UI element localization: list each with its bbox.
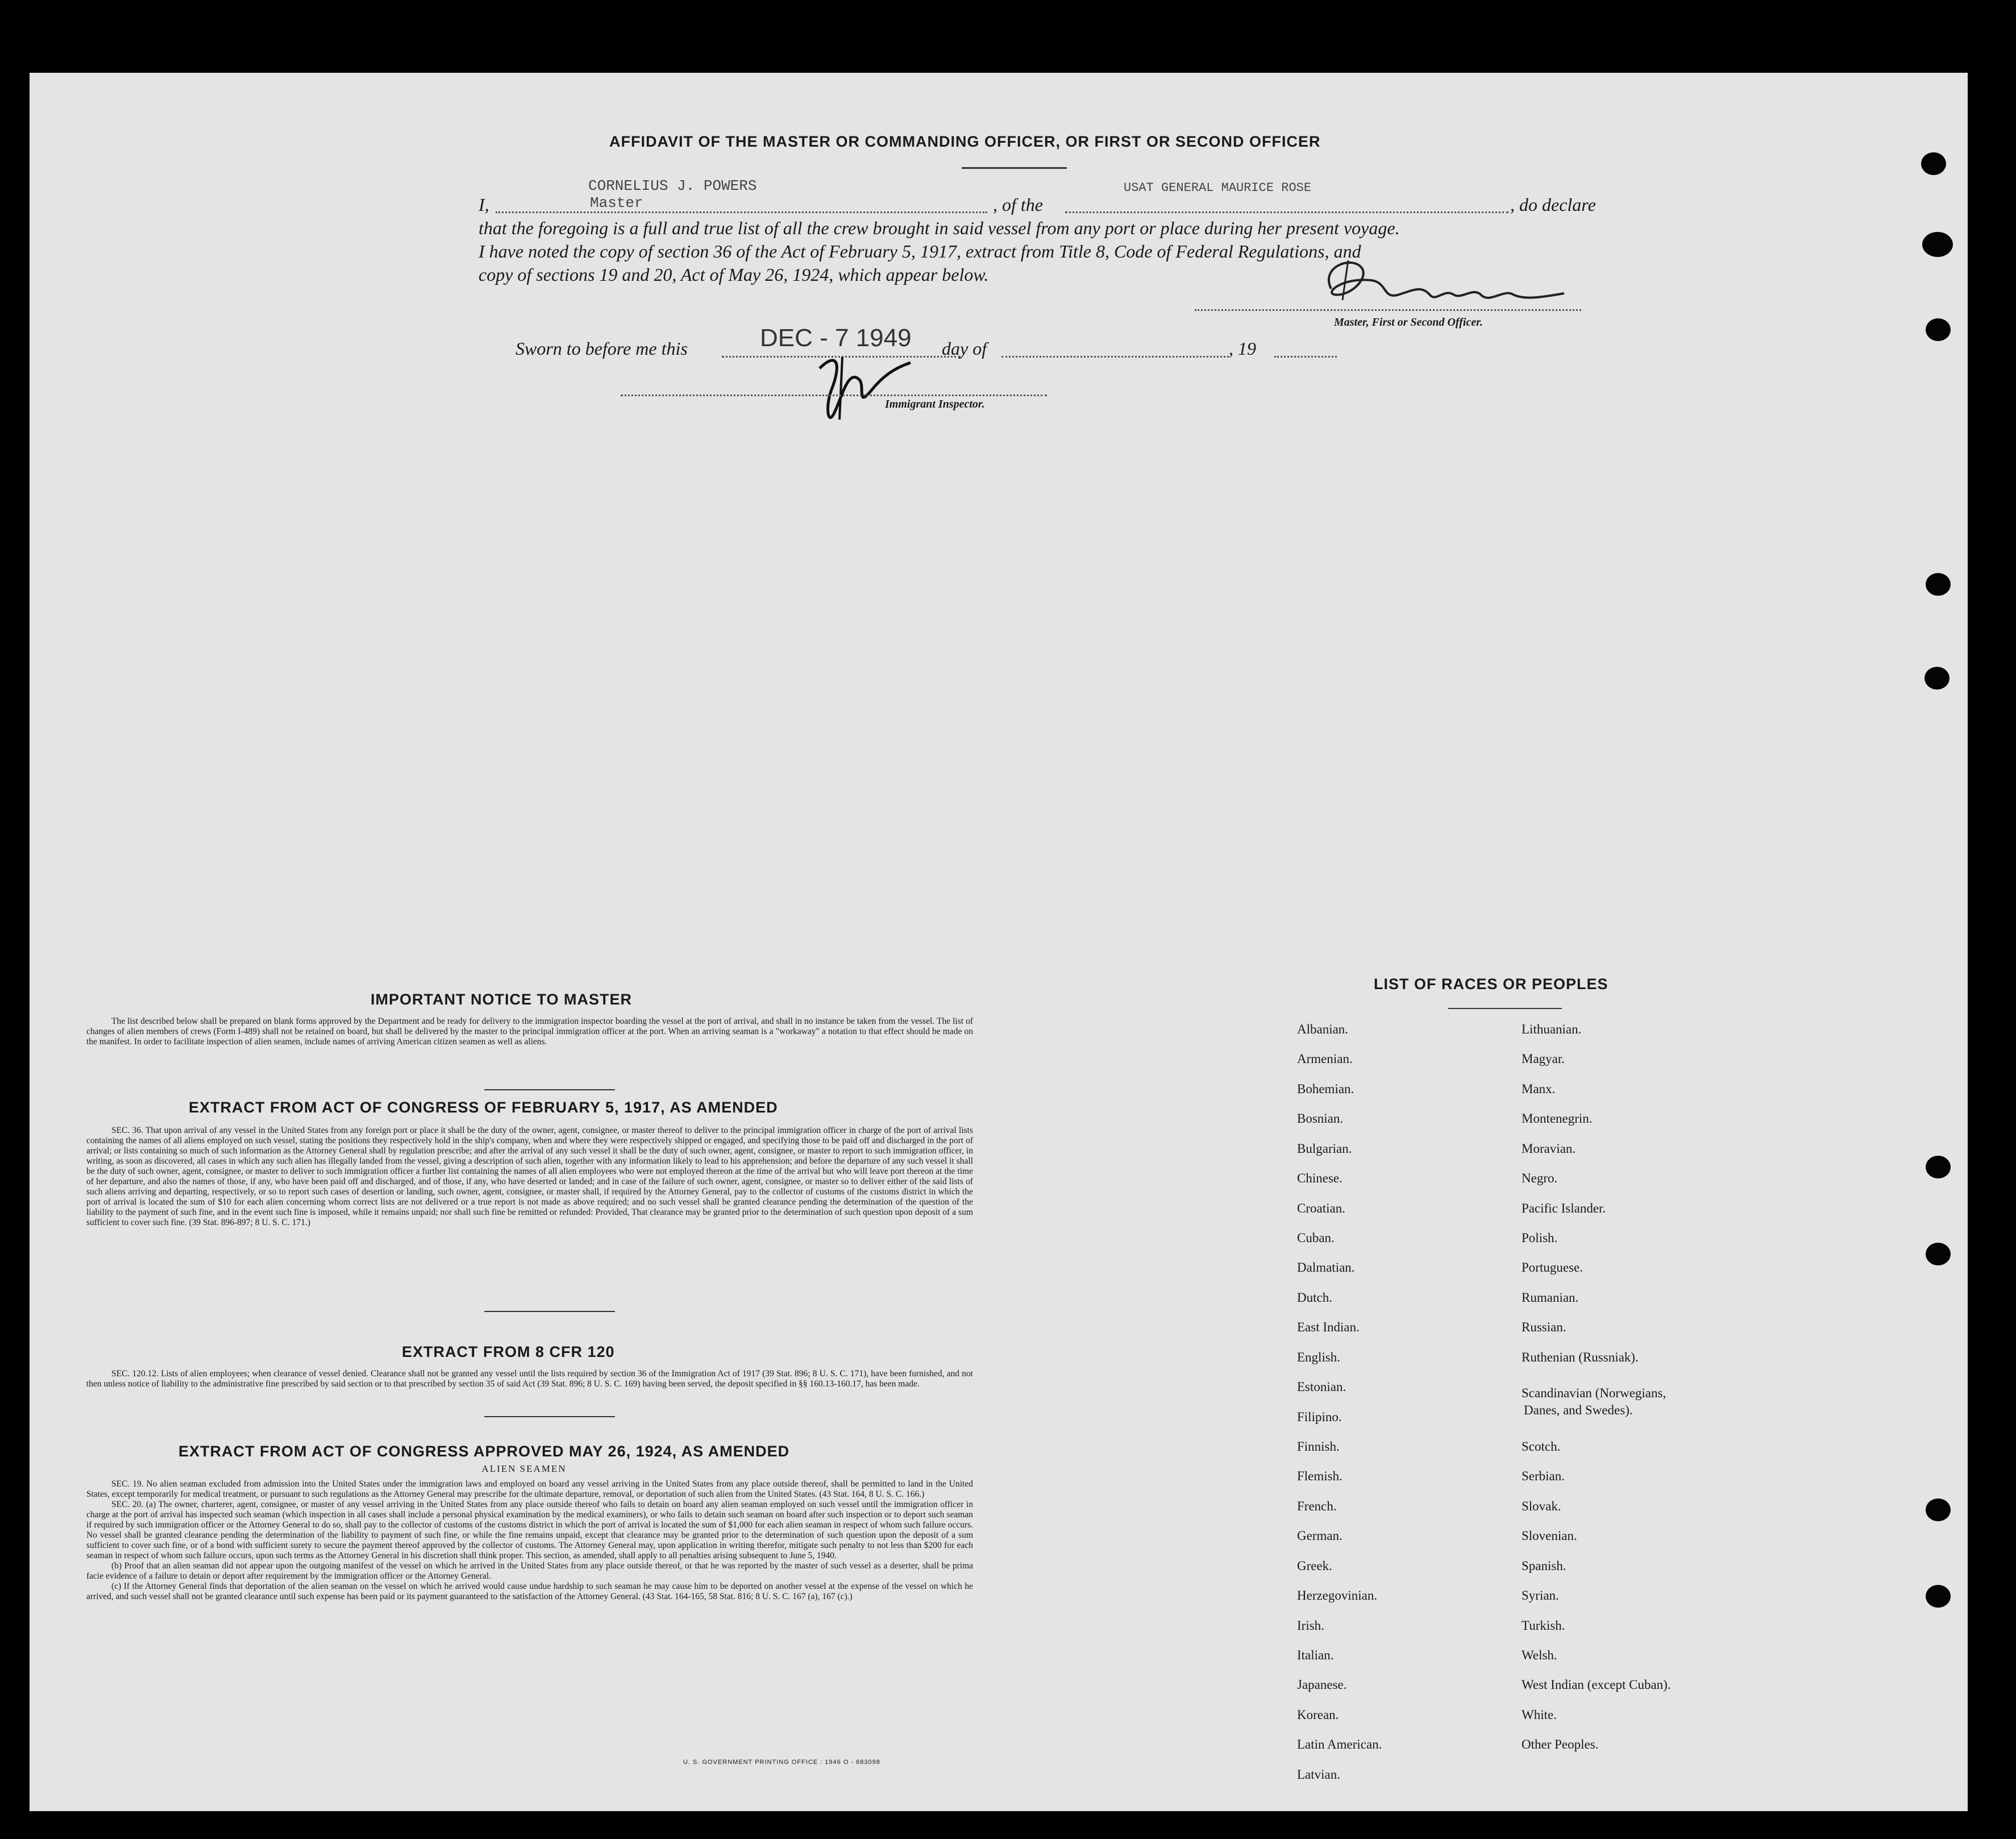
race-item: Welsh.: [1522, 1648, 1557, 1662]
race-item: Portuguese.: [1522, 1260, 1583, 1275]
race-item: German.: [1297, 1529, 1342, 1543]
master-signature: [1308, 255, 1581, 317]
race-item: Rumanian.: [1522, 1290, 1579, 1305]
extract-cfr-text: SEC. 120.12. Lists of alien employees; when clearance of vessel denied. Clearance shall not be granted any vessel until the lists required by section 36 of the Immigration Act of 1917 (39 Stat. 896; 8 U. S. C. 171), have been furnished, and not then unless notice of liability to the administrative fine prescribed by said section or to that prescribed by section 35 of said Act (39 Stat. 896; 8 U. S. C. 169) having been served, the deposit specified in §§ 160.13-160.17, has been made.: [86, 1369, 973, 1389]
declaration-line-3: I have noted the copy of section 36 of the Act of February 5, 1917, extract from Title 8, Code of Federal Regulations, and: [479, 241, 1361, 261]
extract-1917-title: EXTRACT FROM ACT OF CONGRESS OF FEBRUARY 5, 1917, AS AMENDED: [189, 1099, 778, 1116]
race-item: Italian.: [1297, 1648, 1334, 1662]
race-item: Syrian.: [1522, 1588, 1559, 1603]
race-item: Estonian.: [1297, 1380, 1346, 1394]
race-item: Cuban.: [1297, 1231, 1335, 1245]
extract-1917-text: SEC. 36. That upon arrival of any vessel in the United States from any foreign port or place it shall be the duty of the owner, agent, consignee, or master thereof to deliver to the principal immigration officer in charge of the port of arrival lists containing the names of all aliens employed on such vessel, stating the positions they respectively hold in the ship's company, when and where they were respectively shipped or engaged, and specifying those to be paid off and discharged in the port of arrival; or lists containing so much of such information as the Attorney General shall by regulation prescribe; and after the arrival of any such vessel it shall be the duty of such owner, agent, consignee, or master to report to such immigration officer, in writing, as soon as discovered, all cases in which any such alien has illegally landed from the vessel, giving a description of such alien, together with any information likely to lead to his apprehension; and before the departure of any such vessel it shall be the duty of such owner, agent, consignee, or master to deliver to such immigration officer a further list containing the names of all alien employees who were not employed thereon at the time of the arrival but who will leave port thereon at the time of her departure, and also the names of those, if any, who have been paid off and discharged, and of those, if any, who have deserted or landed; and in case of the failure of such owner, agent, consignee, or master so to deliver either of the said lists of such aliens arriving and departing, respectively, or so to report such cases of desertion or landing, such owner, agent, consignee, or master shall, if required by the Attorney General, pay to the collector of customs of the customs district in which the port of arrival is located the sum of $10 for each alien concerning whom correct lists are not delivered or a true report is not made as above required; and no such vessel shall be granted clearance pending the determination of the question of the liability to the payment of such fine, and in the event such fine is imposed, while it remains unpaid; nor shall such fine be remitted or refunded: Provided, That clearance may be granted prior to the determination of such question upon deposit of a sum sufficient to cover such fine. (39 Stat. 896-897; 8 U. S. C. 171.): [86, 1126, 973, 1227]
race-item: Slovak.: [1522, 1499, 1561, 1513]
sworn-month-line: [1001, 356, 1229, 358]
extract-1924-text: SEC. 19. No alien seaman excluded from admission into the United States under the immigration laws and employed on board any vessel arriving in the United States from any place outside thereof, shall be permitted to land in the United States, except temporarily for medical treatment, or pursuant to such regulations as the Attorney General may prescribe for the ultimate departure, removal, or deportation of such alien from the United States. (43 Stat. 164, 8 U. S. C. 166.) SEC. 20. (a) The owner, charterer, agent, consignee, or master of any vessel arriving in the United States from any place outside thereof who fails to detain on board any alien seaman employed on such vessel until the immigration officer in charge at the port of arrival has inspected such seaman (which inspection in all cases shall include a personal physical examination by the medical examiners), or who fails to detain such seaman on board after such inspection or to deport such seaman if required by such immigration officer or the Attorney General to do so, shall pay to the collector of customs of the customs district in which the port of arrival is located the sum of $1,000 for each alien seaman in respect of whom such failure occurs. No vessel shall be granted clearance pending the determination of the liability to payment of such fine, or while the fine remains unpaid, except that clearance may be granted prior to the determination of such question upon the deposit of a sum sufficient to cover such fine, or of a bond with sufficient surety to secure the payment thereof approved by the collector of customs. The Attorney General may, upon application in writing therefor, mitigate such penalty to not less than $200 for each seaman in respect of whom such failure occurs, upon such terms as the Attorney General in his discretion shall think proper. This section, as amended, shall apply to all penalties arising subsequent to June 5, 1940. (b) Proof that an alien seaman did not appear upon the outgoing manifest of the vessel on which he arrived in the United States from any place outside thereof, or that he was reported by the master of such vessel as a deserter, shall be prima facie evidence of a failure to detain or deport after requirement by the immigration officer or the Attorney General. (c) If the Attorney General finds that deportation of the alien seaman on the vessel on which he arrived would cause undue hardship to such seaman he may cause him to be deported on another vessel at the expense of the vessel on which he arrived, and such vessel shall not be granted clearance until such expense has been paid or its payment guaranteed to the satisfaction of the Attorney General. (43 Stat. 164-165, 58 Stat. 816; 8 U. S. C. 167 (a), 167 (c).): [86, 1479, 973, 1601]
declaration-line-4: copy of sections 19 and 20, Act of May 26, 1924, which appear below.: [479, 264, 989, 285]
typed-master-name: CORNELIUS J. POWERS: [588, 177, 757, 194]
sworn-day-of: day of: [942, 338, 987, 359]
notice-title: IMPORTANT NOTICE TO MASTER: [371, 991, 632, 1008]
race-item: Bosnian.: [1297, 1111, 1344, 1126]
race-item: Flemish.: [1297, 1469, 1342, 1483]
race-item: Serbian.: [1522, 1469, 1565, 1483]
punch-hole: [1922, 232, 1953, 257]
sworn-year-line: [1274, 356, 1337, 358]
race-item: Filipino.: [1297, 1410, 1342, 1424]
race-item: Armenian.: [1297, 1052, 1353, 1066]
races-title: LIST OF RACES OR PEOPLES: [1374, 975, 1608, 993]
inspector-signature-line: [621, 395, 1047, 396]
title-rule: [962, 167, 1067, 169]
race-item: Moravian.: [1522, 1141, 1576, 1156]
race-item: Ruthenian (Russniak).: [1522, 1350, 1639, 1364]
declaration-i: I,: [479, 194, 489, 215]
sworn-year: , 19: [1229, 338, 1256, 359]
master-caption: Master, First or Second Officer.: [1334, 316, 1483, 329]
race-item: French.: [1297, 1499, 1337, 1513]
sworn-prefix: Sworn to before me this: [516, 338, 688, 359]
race-item: West Indian (except Cuban).: [1522, 1678, 1671, 1692]
races-rule: [1448, 1008, 1562, 1009]
vessel-line: [1065, 211, 1508, 213]
race-item: Magyar.: [1522, 1052, 1565, 1066]
race-item: Scandinavian (Norwegians,: [1522, 1386, 1666, 1400]
race-item: Irish.: [1297, 1618, 1324, 1633]
extract-1924-subtitle: ALIEN SEAMEN: [481, 1463, 567, 1474]
race-item: Lithuanian.: [1522, 1022, 1582, 1036]
race-item: Herzegovinian.: [1297, 1588, 1378, 1603]
punch-hole: [1926, 573, 1951, 596]
punch-hole: [1926, 318, 1951, 341]
race-item: Croatian.: [1297, 1201, 1345, 1215]
race-item: Japanese.: [1297, 1678, 1347, 1692]
affidavit-title: AFFIDAVIT OF THE MASTER OR COMMANDING OFFICER, OR FIRST OR SECOND OFFICER: [609, 133, 1321, 150]
race-item: Latvian.: [1297, 1767, 1340, 1782]
race-item: Montenegrin.: [1522, 1111, 1593, 1126]
master-name-line: [496, 211, 987, 213]
race-item: Pacific Islander.: [1522, 1201, 1606, 1215]
extract-1917-rule: [484, 1311, 615, 1312]
race-item: Negro.: [1522, 1171, 1558, 1185]
declaration-do-declare: , do declare: [1510, 194, 1596, 215]
inspector-signature: [803, 346, 928, 431]
race-item: Greek.: [1297, 1559, 1332, 1573]
declaration-line-2: that the foregoing is a full and true list of all the crew brought in said vessel from any port or place during her present voyage.: [479, 218, 1400, 238]
extract-cfr-title: EXTRACT FROM 8 CFR 120: [402, 1343, 615, 1360]
race-item: Dalmatian.: [1297, 1260, 1355, 1275]
inspector-caption: Immigrant Inspector.: [885, 398, 985, 410]
race-item: Danes, and Swedes).: [1524, 1403, 1633, 1417]
punch-hole: [1926, 1156, 1951, 1178]
punch-hole: [1926, 1498, 1951, 1521]
race-item: Polish.: [1522, 1231, 1558, 1245]
race-item: East Indian.: [1297, 1320, 1360, 1334]
notice-text: The list described below shall be prepared on blank forms approved by the Department and be ready for delivery to the immigration inspector boarding the vessel at the port of arrival, and shall in no instance be taken from the vessel. The list of changes of alien members of crews (Form I-489) shall not be retained on board, but shall be delivered by the master to the principal immigration officer at the port. When an arriving seaman is a "workaway" a notation to that effect should be made on the manifest. In order to facilitate inspection of alien seamen, include names of arriving American citizen seamen as well as aliens.: [86, 1016, 973, 1047]
punch-hole: [1921, 152, 1946, 175]
race-item: Scotch.: [1522, 1439, 1561, 1454]
extract-cfr-rule: [484, 1416, 615, 1417]
race-item: Manx.: [1522, 1082, 1556, 1096]
race-item: Korean.: [1297, 1708, 1339, 1722]
punch-hole: [1924, 667, 1950, 690]
race-item: Dutch.: [1297, 1290, 1332, 1305]
master-signature-line: [1195, 309, 1581, 311]
race-item: Bulgarian.: [1297, 1141, 1352, 1156]
race-item: Spanish.: [1522, 1559, 1566, 1573]
race-item: Slovenian.: [1522, 1529, 1577, 1543]
race-item: Bohemian.: [1297, 1082, 1354, 1096]
race-item: Russian.: [1522, 1320, 1566, 1334]
race-item: English.: [1297, 1350, 1341, 1364]
punch-hole: [1926, 1243, 1951, 1265]
race-item: Albanian.: [1297, 1022, 1349, 1036]
race-item: Other Peoples.: [1522, 1737, 1599, 1751]
typed-vessel-name: USAT GENERAL MAURICE ROSE: [1124, 181, 1312, 195]
race-item: Turkish.: [1522, 1618, 1565, 1633]
declaration-of-the: , of the: [993, 194, 1043, 215]
punch-hole: [1926, 1585, 1951, 1608]
race-item: Chinese.: [1297, 1171, 1342, 1185]
notice-rule: [484, 1089, 615, 1090]
printing-office-credit: U. S. GOVERNMENT PRINTING OFFICE : 1946 O - 683098: [683, 1759, 880, 1766]
date-stamp: DEC - 7 1949: [760, 324, 912, 352]
race-item: White.: [1522, 1708, 1557, 1722]
manifest-page: [30, 73, 1968, 1811]
extract-1924-title: EXTRACT FROM ACT OF CONGRESS APPROVED MAY 26, 1924, AS AMENDED: [178, 1443, 790, 1460]
race-item: Latin American.: [1297, 1737, 1382, 1751]
typed-master-rank: Master: [590, 194, 643, 211]
race-item: Finnish.: [1297, 1439, 1340, 1454]
